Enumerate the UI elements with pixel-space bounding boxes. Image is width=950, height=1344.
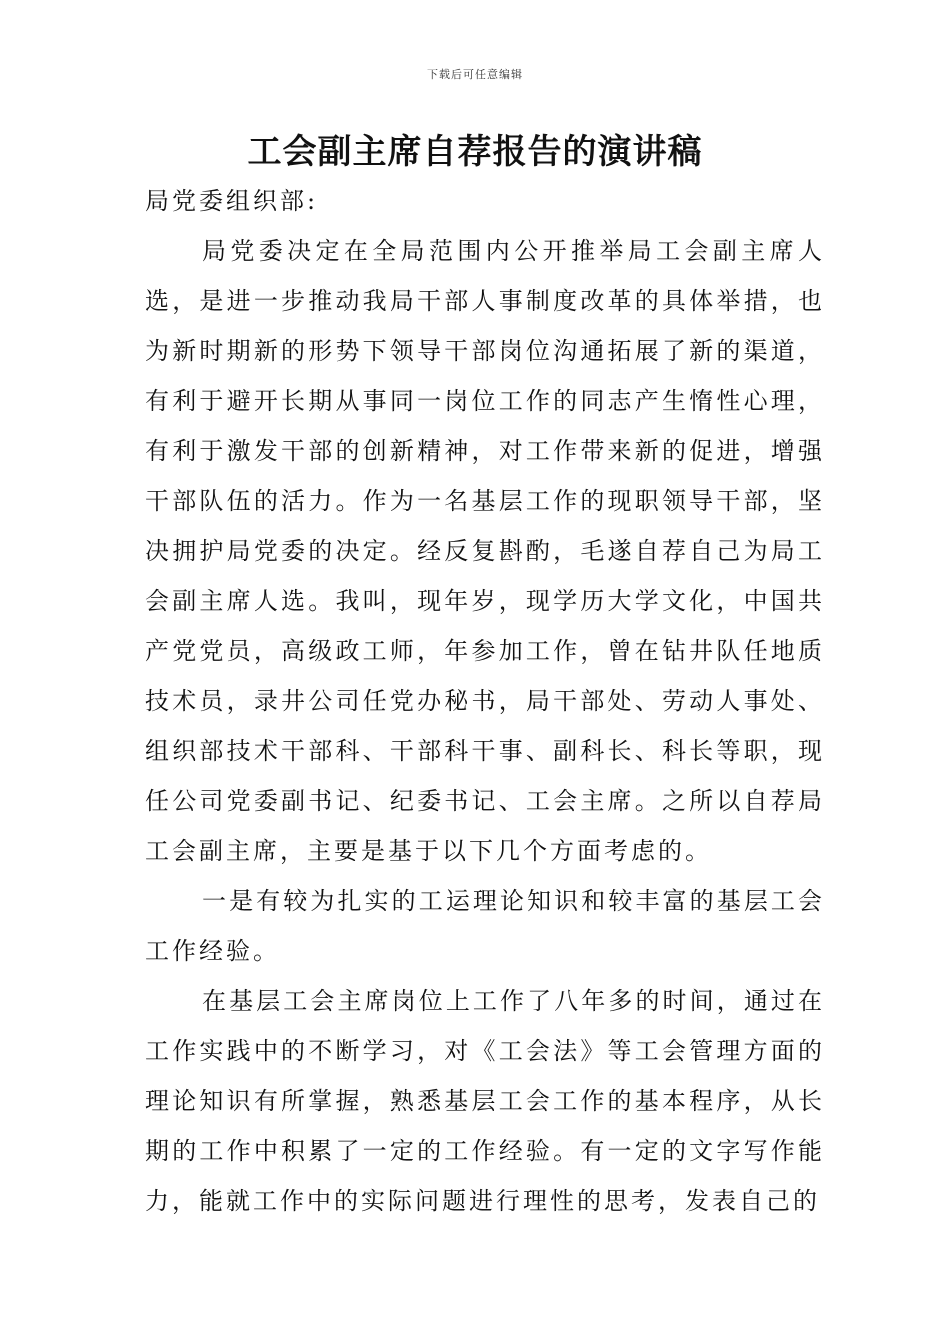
paragraph-intro: 局党委决定在全局范围内公开推举局工会副主席人选，是进一步推动我局干部人事制度改革的具体举措，也为新时期新的形势下领导干部岗位沟通拓展了新的渠道，有利于避开长期从事同一岗位工作的同志产生惰性心理，有利于激发干部的创新精神，对工作带来新的促进，增强干部队伍的活力。作为一名基层工作的现职领导干部，坚决拥护局党委的决定。经反复斟酌，毛遂自荐自己为局工会副主席人选。我叫，现年岁，现学历大学文化，中国共产党党员，高级政工师，年参加工作，曾在钻井队任地质技术员，录井公司任党办秘书，局干部处、劳动人事处、组织部技术干部科、干部科干事、副科长、科长等职，现任公司党委副书记、纪委书记、工会主席。之所以自荐局工会副主席，主要是基于以下几个方面考虑的。 — [145, 237, 825, 865]
paragraph-experience: 在基层工会主席岗位上工作了八年多的时间，通过在工作实践中的不断学习，对《工会法》等工会管理方面的理论知识有所掌握，熟悉基层工会工作的基本程序，从长期的工作中积累了一定的工作经验。有一定的文字写作能力，能就工作中的实际问题进行理性的思考，发表自己的 — [145, 987, 825, 1215]
header-note: 下载后可任意编辑 — [427, 68, 523, 81]
salutation: 局党委组织部: — [145, 187, 319, 215]
paragraph-point-one: 一是有较为扎实的工运理论知识和较丰富的基层工会工作经验。 — [145, 887, 825, 965]
document-title: 工会副主席自荐报告的演讲稿 — [247, 132, 703, 172]
document-body — [145, 176, 825, 1226]
